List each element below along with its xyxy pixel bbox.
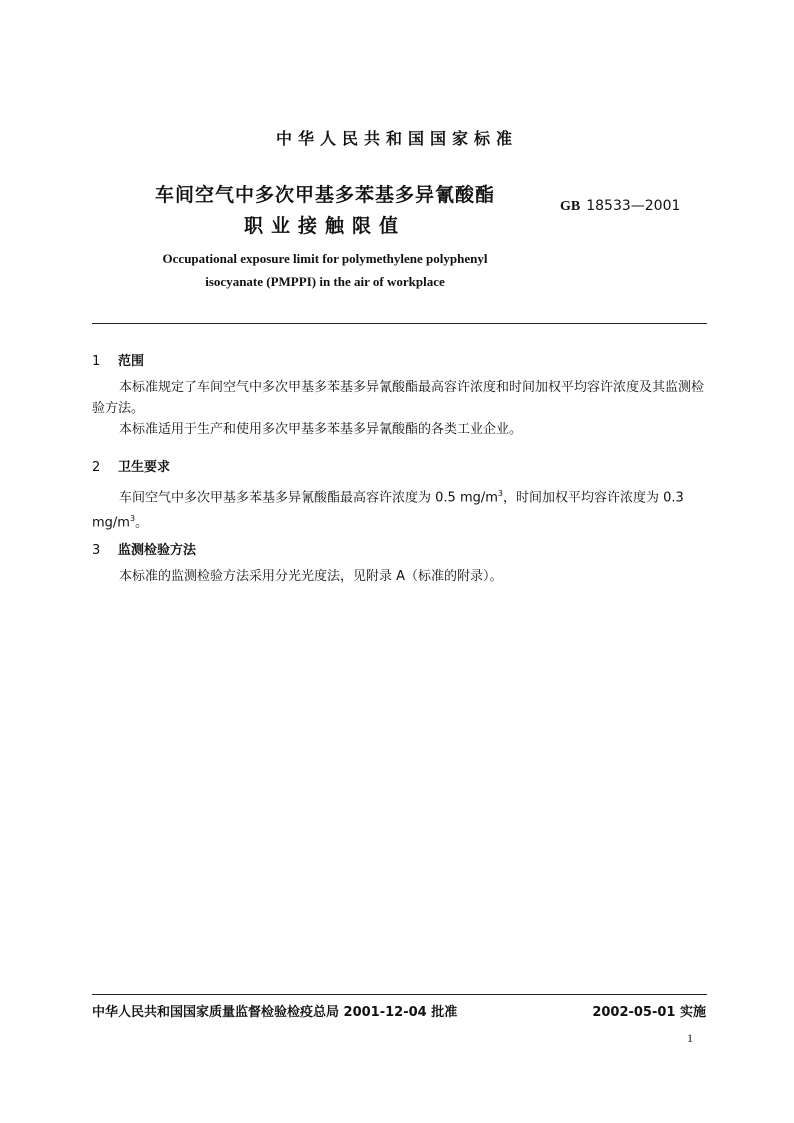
paragraph: 本标准的监测检验方法采用分光光度法，见附录 A（标准的附录）。 — [119, 569, 503, 584]
section-heading-3 — [92, 539, 196, 558]
paragraph: 本标准规定了车间空气中多次甲基多苯基多异氰酸酯最高容许浓度和时间加权平均容许浓度及其监测检验方法。 — [92, 380, 705, 416]
section-number: 3 — [92, 543, 101, 558]
english-title-line2: isocyanate (PMPPI) in the air of workplace — [205, 274, 445, 289]
section-number: 1 — [92, 354, 101, 369]
section-1-body — [92, 377, 707, 440]
section-heading-1 — [92, 350, 144, 369]
header-divider — [92, 323, 707, 324]
national-standard-header: 中华人民共和国国家标准 — [275, 129, 518, 148]
section-heading-2 — [92, 456, 170, 475]
page-number: 1 — [687, 1031, 693, 1045]
paragraph-part: 。 — [135, 515, 149, 531]
superscript: 3 — [129, 514, 136, 524]
document-title-line1: 车间空气中多次甲基多苯基多异氰酸酯 — [154, 184, 495, 206]
section-title: 卫生要求 — [118, 460, 171, 475]
section-2-body — [92, 483, 707, 534]
implementation-date: 2002-05-01 实施 — [592, 1005, 706, 1020]
section-title: 范围 — [118, 354, 145, 369]
section-3-body — [92, 566, 707, 587]
approval-line: 中华人民共和国国家质量监督检验检疫总局 2001-12-04 批准 — [92, 1005, 458, 1020]
footer-divider — [92, 994, 707, 995]
section-number: 2 — [92, 460, 101, 475]
superscript: 3 — [497, 489, 503, 498]
standard-code-prefix: GB — [560, 199, 581, 214]
section-title: 监测检验方法 — [118, 543, 197, 558]
english-title-line1: Occupational exposure limit for polymethylene polyphenyl — [162, 251, 488, 266]
paragraph-part: 车间空气中多次甲基多苯基多异氰酸酯最高容许浓度为 0.5 mg/m — [119, 490, 498, 506]
document-title-line2: 职业接触限值 — [243, 215, 406, 237]
standard-code-number: 18533—2001 — [586, 198, 681, 214]
standard-code — [560, 198, 680, 215]
paragraph-part: ，时间加权平均容许浓度为 0.3 mg/m — [92, 490, 684, 531]
paragraph: 本标准适用于生产和使用多次甲基多苯基多异氰酸酯的各类工业企业。 — [119, 422, 523, 437]
